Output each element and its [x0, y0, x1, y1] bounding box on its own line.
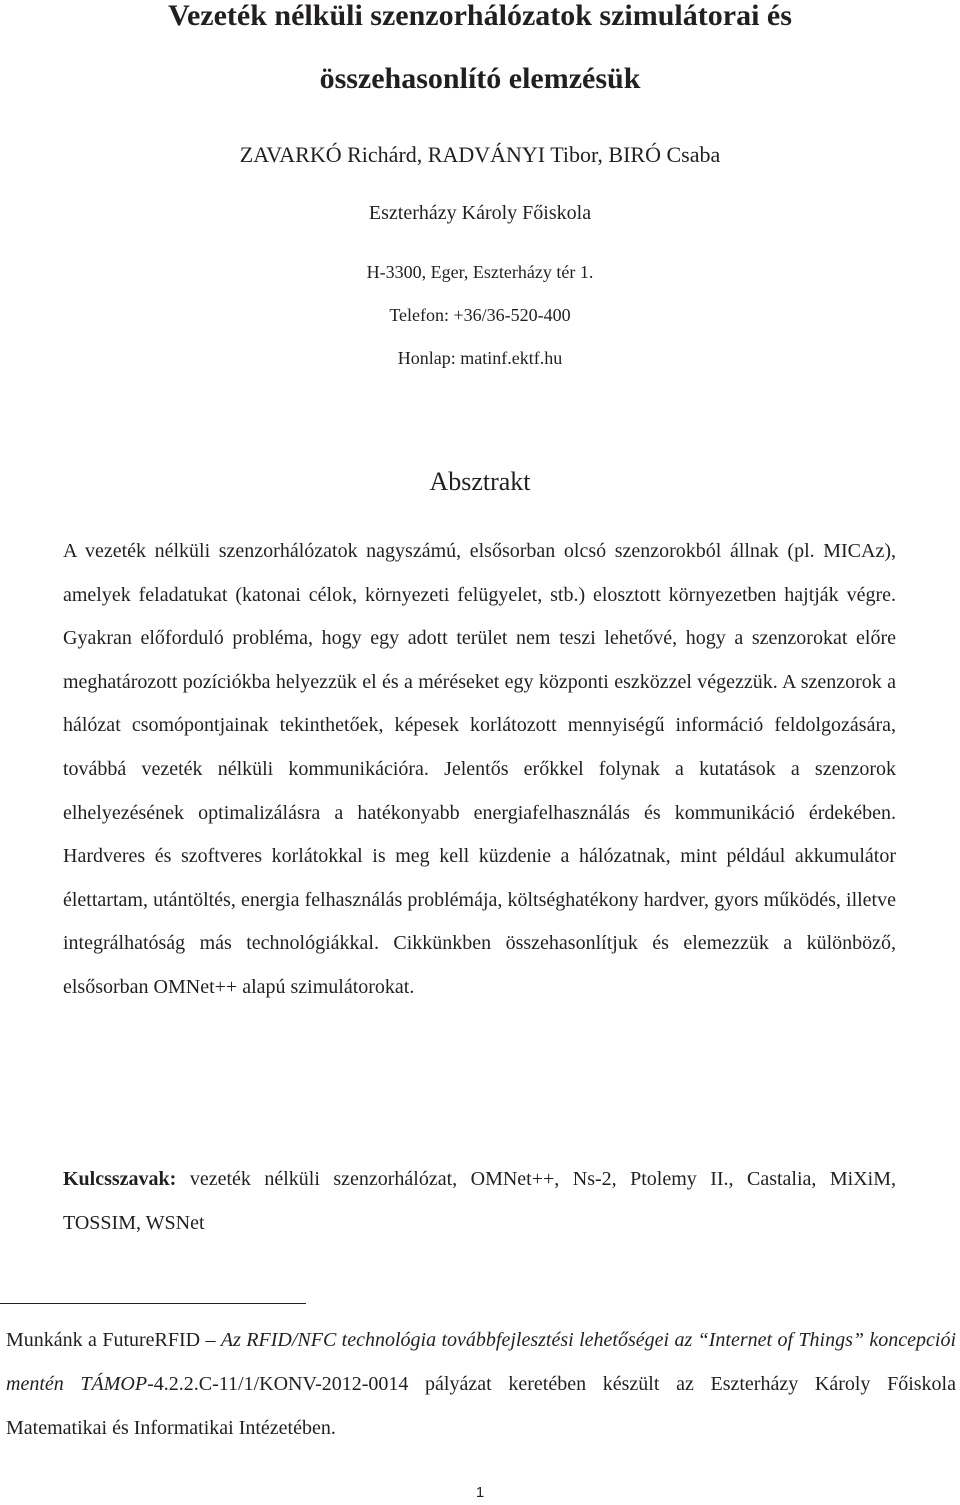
authors: ZAVARKÓ Richárd, RADVÁNYI Tibor, BIRÓ Csaba	[239, 142, 721, 167]
abstract-heading: Absztrakt	[429, 467, 531, 496]
footnote-separator	[0, 1303, 306, 1304]
phone: Telefon: +36/36-520-400	[389, 305, 571, 325]
paper-title-line-2: összehasonlító elemzésük	[319, 62, 641, 95]
keywords-label: Kulcsszavak:	[63, 1168, 177, 1190]
institution: Eszterházy Károly Főiskola	[368, 202, 592, 224]
acknowledgement	[6, 1318, 956, 1450]
acknowledgement-italic: Az RFID/NFC technológia továbbfejlesztési lehetőségei az “Internet of Things” koncepciói mentén TÁMOP	[6, 1329, 956, 1395]
address: H-3300, Eger, Eszterházy tér 1.	[366, 262, 594, 282]
page-number: 1	[475, 1484, 485, 1501]
acknowledgement-part-2: -4.2.2.C-11/1/KONV-2012-0014 pályázat keretében készült az Eszterházy Károly Főiskola Matematikai és Informatikai Intézetében.	[6, 1373, 956, 1439]
abstract-body: A vezeték nélküli szenzorhálózatok nagyszámú, elsősorban olcsó szenzorokból állnak (pl. MICAz), amelyek feladatukat (katonai célok, környezeti felügyelet, stb.) elosztott környezetben hajtják végre. Gyakran előforduló probléma, hogy egy adott terület nem teszi lehetővé, hogy a szenzorokat előre meghatározott pozíciókba helyezzük el és a méréseket egy központi eszközzel végezzük. A szenzorok a hálózat csomópontjainak tekinthetőek, képesek korlátozott mennyiségű információ feldolgozására, továbbá vezeték nélküli kommunikációra. Jelentős erőkkel folynak a kutatások a szenzorok elhelyezésének optimalizálásra a hatékonyabb energiafelhasználás és kommunikáció érdekében. Hardveres és szoftveres korlátokkal is meg kell küzdenie a hálózatnak, mint például akkumulátor élettartam, utántöltés, energia felhasználás problémája, költséghatékony hardver, gyors működés, illetve integrálhatóság más technológiákkal. Cikkünkben összehasonlítjuk és elemezzük a különböző, elsősorban OMNet++ alapú szimulátorokat.	[63, 540, 896, 998]
keywords-list: vezeték nélküli szenzorhálózat, OMNet++, Ns-2, Ptolemy II., Castalia, MiXiM, TOSSIM, WSNet	[63, 1168, 897, 1234]
keywords	[63, 1158, 896, 1245]
paper-title-line-1: Vezeték nélküli szenzorhálózatok szimulátorai és	[168, 0, 792, 32]
homepage: Honlap: matinf.ektf.hu	[397, 348, 563, 368]
acknowledgement-part-1: Munkánk a FutureRFID –	[6, 1329, 216, 1351]
